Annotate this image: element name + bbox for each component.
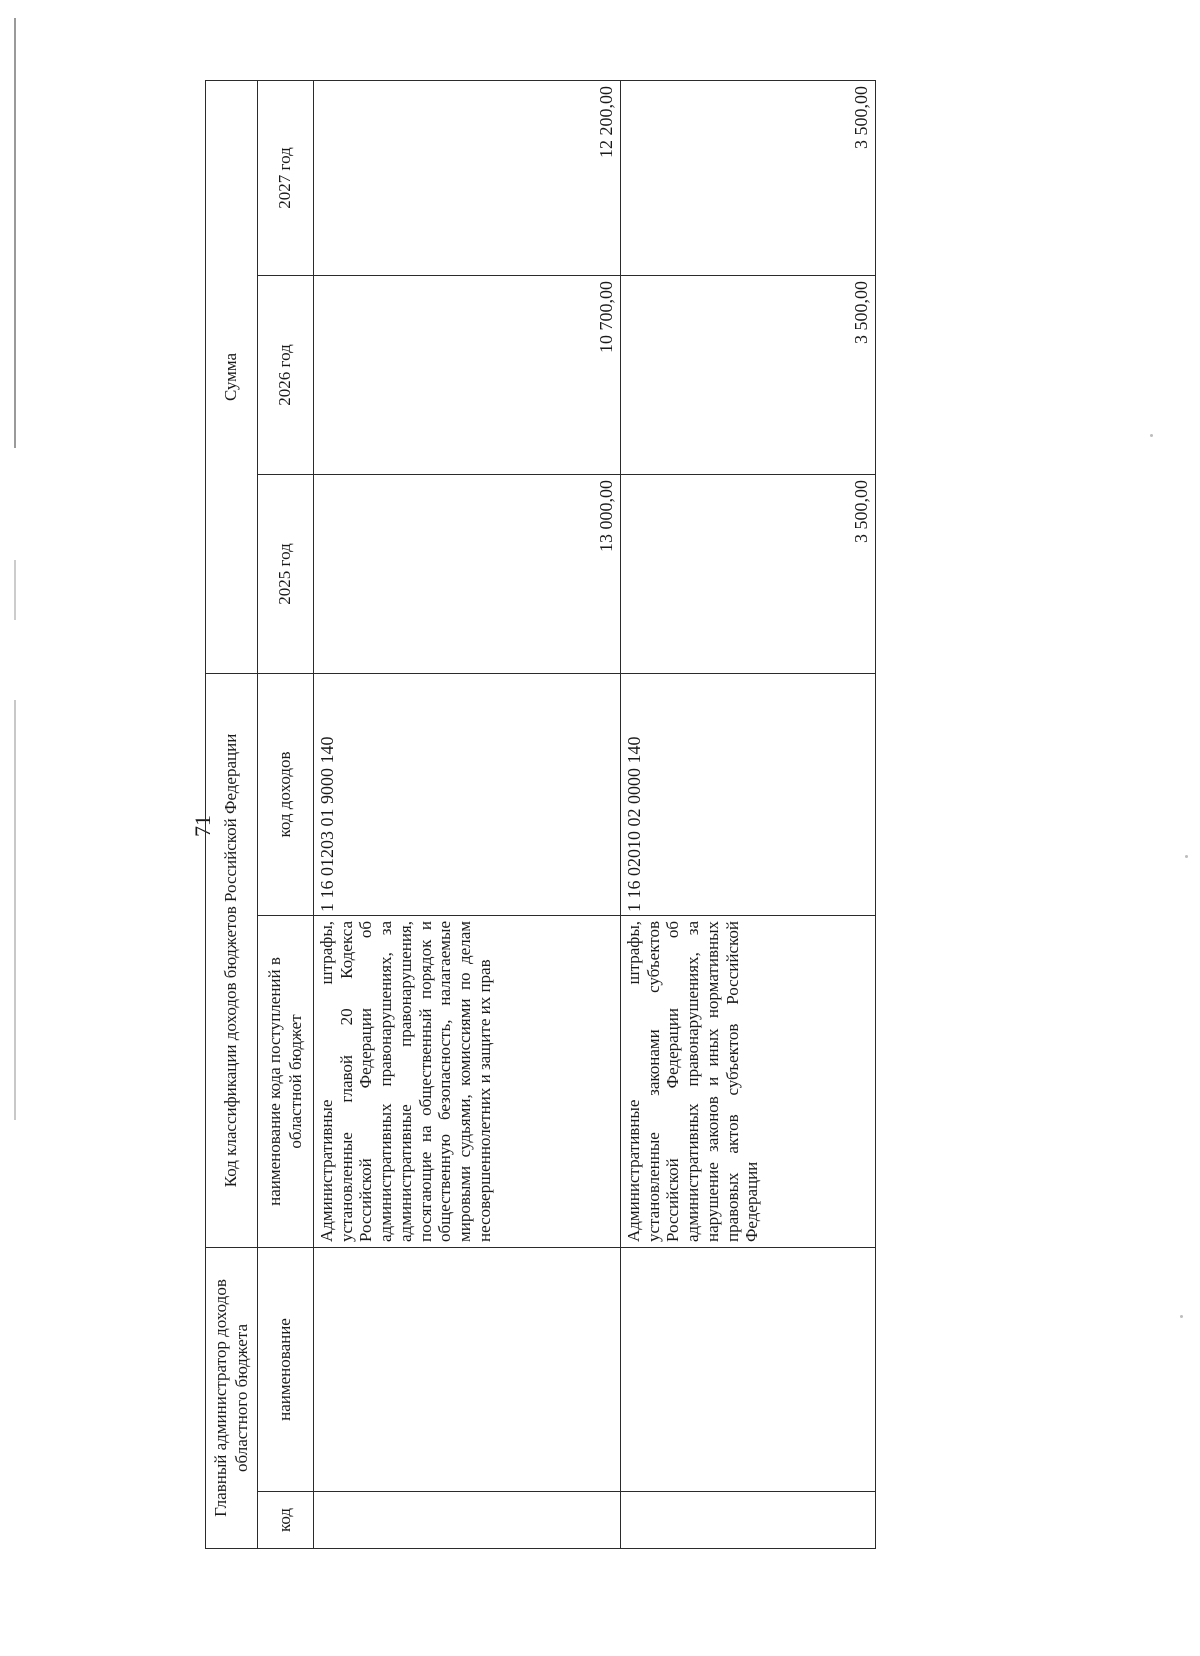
header-sum-group: Сумма: [206, 80, 258, 673]
table-row: [314, 80, 621, 1548]
cell-admin-name: [621, 1248, 876, 1492]
cell-amount-2025: 3 500,00: [621, 474, 876, 673]
cell-income-name: Административные штрафы, установленные главой 20 Кодекса Российской Федерации об административных правонарушениях, за административные правонарушения, посягающие на общественный порядок и общественную безопасность, налагаемые мировыми судьями, комиссиями по делам несовершеннолетних и защите их прав: [314, 916, 621, 1248]
cell-admin-code: [621, 1492, 876, 1549]
cell-income-name: Административные штрафы, установленные законами субъектов Российской Федерации об административных правонарушениях, за нарушение законов и иных нормативных правовых актов субъектов Российской Федерации: [621, 916, 876, 1248]
header-admin-code: код: [258, 1492, 314, 1549]
table-row: [621, 80, 876, 1548]
header-classification-group: Код классификации доходов бюджетов Российской Федерации: [206, 673, 258, 1247]
cell-admin-name: [314, 1248, 621, 1492]
header-admin-group: Главный администратор доходов областного бюджета: [206, 1248, 258, 1549]
table-subheader-row: [258, 80, 314, 1548]
cell-amount-2026: 10 700,00: [314, 275, 621, 474]
cell-amount-2025: 13 000,00: [314, 474, 621, 673]
header-income-name: наименование кода поступлений в областной бюджет: [258, 916, 314, 1248]
cell-income-code: 1 16 01203 01 9000 140: [314, 673, 621, 915]
cell-admin-code: [314, 1492, 621, 1549]
header-year-2025: 2025 год: [258, 474, 314, 673]
cell-income-code: 1 16 02010 02 0000 140: [621, 673, 876, 915]
header-year-2027: 2027 год: [258, 80, 314, 275]
income-classification-table: [205, 80, 876, 1549]
header-admin-name: наименование: [258, 1248, 314, 1492]
header-income-code: код доходов: [258, 673, 314, 915]
cell-amount-2027: 12 200,00: [314, 80, 621, 275]
cell-amount-2027: 3 500,00: [621, 80, 876, 275]
table-header-row: [206, 80, 258, 1548]
page-number: 71: [190, 815, 215, 837]
cell-amount-2026: 3 500,00: [621, 275, 876, 474]
header-year-2026: 2026 год: [258, 275, 314, 474]
